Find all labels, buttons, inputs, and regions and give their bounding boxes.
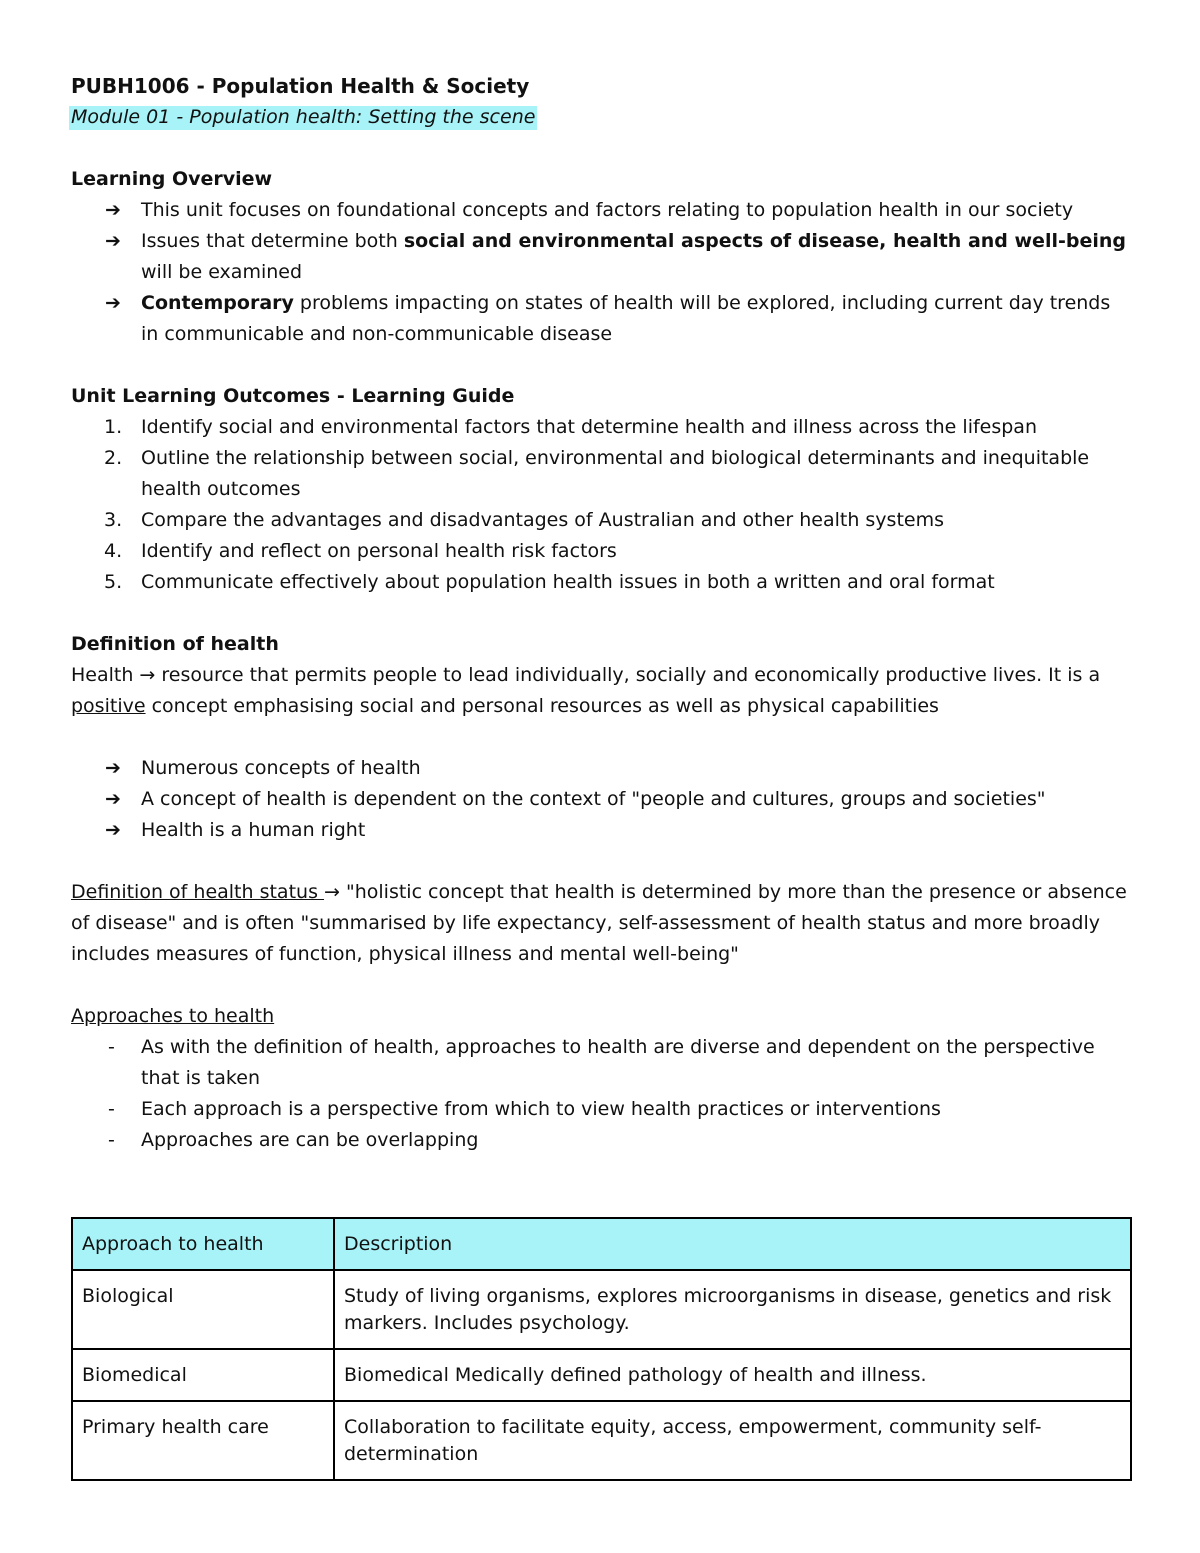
list-item: ➔ This unit focuses on foundational concepts and factors relating to population health in our society (71, 195, 1130, 226)
list-item: 1. Identify social and environmental factors that determine health and illness across the lifespan (104, 416, 1037, 438)
right-arrow-icon: ➔ (105, 819, 121, 841)
right-arrow-icon: ➔ (105, 292, 121, 314)
approaches-heading: Approaches to health (71, 1005, 275, 1027)
module-subtitle: Module 01 - Population health: Setting the scene (71, 106, 536, 128)
list-item: ➔ Health is a human right (71, 815, 1130, 846)
table-cell: Biological (72, 1270, 334, 1349)
list-item: - Each approach is a perspective from which to view health practices or interventions (108, 1098, 941, 1120)
list-item: - Approaches are can be overlapping (108, 1129, 479, 1151)
list-item: 4. Identify and reflect on personal health risk factors (104, 540, 617, 562)
right-arrow-icon: ➔ (105, 788, 121, 810)
table-row (72, 1349, 1131, 1401)
learning-overview-heading: Learning Overview (71, 168, 273, 190)
health-status-label: Definition of health status (71, 881, 325, 903)
health-concepts-list (71, 753, 1130, 846)
list-item: ➔ Contemporary problems impacting on states of health will be explored, including current day trends in communicable and non-communicable disease (71, 288, 1130, 350)
right-arrow-icon: ➔ (105, 230, 121, 252)
outcomes-list (71, 412, 1130, 598)
table-row (72, 1270, 1131, 1349)
learning-overview-section (71, 164, 1130, 350)
list-item: 3. Compare the advantages and disadvantages of Australian and other health systems (104, 509, 944, 531)
table-row (72, 1401, 1131, 1480)
list-item: 2. Outline the relationship between social, environmental and biological determinants and inequitable health outcomes (104, 447, 1090, 500)
health-concepts-section (71, 753, 1130, 846)
module-subtitle-line (71, 102, 1130, 133)
table-header-row (72, 1218, 1131, 1270)
health-status-paragraph: Definition of health status → "holistic concept that health is determined by more than the presence or absence of disease" and is often "summarised by life expectancy, self-assessment of health status and more broadly includes measures of function, physical illness and mental well-being" (71, 881, 1127, 965)
list-item: ➔ Issues that determine both social and environmental aspects of disease, health and well-being will be examined (71, 226, 1130, 288)
approaches-list (71, 1032, 1130, 1156)
table-cell: Study of living organisms, explores microorganisms in disease, genetics and risk markers. Includes psychology. (334, 1270, 1131, 1349)
right-arrow-icon: ➔ (105, 757, 121, 779)
approaches-section (71, 1001, 1130, 1156)
table-header-cell: Approach to health (72, 1218, 334, 1270)
definition-health-paragraph: Health → resource that permits people to lead individually, socially and economically productive lives. It is a positive concept emphasising social and personal resources as well as physical capabilities (71, 664, 1101, 717)
learning-overview-list (71, 195, 1130, 350)
approaches-table (71, 1217, 1132, 1481)
outcomes-section (71, 381, 1130, 598)
table-cell: Collaboration to facilitate equity, access, empowerment, community self-determination (334, 1401, 1131, 1480)
definition-health-section (71, 629, 1130, 722)
list-item: 5. Communicate effectively about population health issues in both a written and oral format (104, 571, 995, 593)
list-item: - As with the definition of health, approaches to health are diverse and dependent on the perspective that is taken (108, 1036, 1095, 1089)
document-title: PUBH1006 - Population Health & Society (71, 74, 530, 98)
list-item: ➔ Numerous concepts of health (71, 753, 1130, 784)
definition-health-heading: Definition of health (71, 633, 279, 655)
table-cell: Biomedical Medically defined pathology of health and illness. (334, 1349, 1131, 1401)
table-cell: Biomedical (72, 1349, 334, 1401)
right-arrow-icon: ➔ (105, 199, 121, 221)
table-header-cell: Description (334, 1218, 1131, 1270)
list-item: ➔ A concept of health is dependent on the context of "people and cultures, groups and societies" (71, 784, 1130, 815)
outcomes-heading: Unit Learning Outcomes - Learning Guide (71, 385, 515, 407)
table-cell: Primary health care (72, 1401, 334, 1480)
